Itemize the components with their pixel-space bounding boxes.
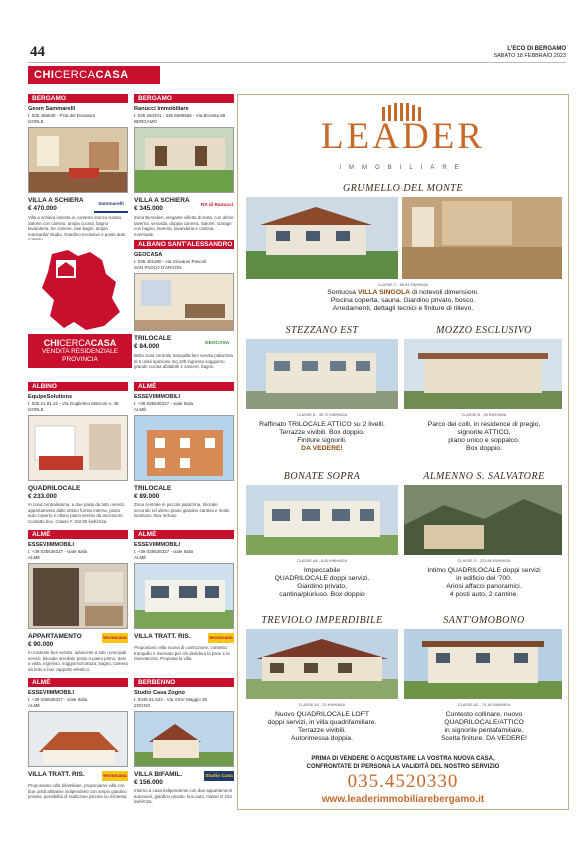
listing-type: VILLA TRATT. RIS. — [134, 633, 191, 640]
promo-brand: CHICERCACASA — [43, 338, 117, 348]
listing-type: APPARTAMENTO — [28, 633, 82, 640]
property-title: BONATE SOPRA — [283, 471, 361, 482]
listing-photo — [134, 711, 234, 767]
property-photo — [404, 485, 562, 555]
listing-description: Proponiamo villa bifamiliare, proponiamo villa con due unità abitative indipendenti con ampio giardino privato, possibilità di realizzare piscina su richiesta. — [28, 783, 128, 800]
main-property-title: GRUMELLO DEL MONTE — [343, 183, 463, 194]
listing-category: ALMÈ — [28, 530, 128, 539]
listing-category: ALBANO SANT'ALESSANDRO — [134, 240, 234, 249]
main-property-class: CLASSE C - 60,81 KWH/M2A — [377, 283, 429, 287]
property-title: STEZZANO EST — [285, 325, 359, 336]
leader-advertisement[interactable] — [237, 94, 569, 810]
leader-subtitle: IMMOBILIARE — [339, 165, 467, 171]
listing-description: Proponiamo villa nuova di costruzione, contesto tranquillo e riservato per chi desidera la pace e la riservatezza. Proposta la villa. — [134, 645, 230, 662]
listing-photo — [134, 563, 234, 629]
property-description: Nuovo QUADRILOCALE LOFT doppi servizi, in villa quadrifamiliare. Terrazze vivibili. Autorimessa doppia. — [267, 711, 377, 742]
property-class: CLASSE A4 - 8,40 KWH/M2A — [296, 559, 347, 563]
agency-logo: tecnocasa — [208, 633, 234, 643]
property-title: TREVIOLO IMPERDIBILE — [261, 615, 383, 626]
property-photo — [246, 339, 398, 409]
listing-card[interactable] — [134, 530, 234, 662]
main-property-photo-right — [402, 197, 562, 279]
property-description: Intimo QUADRILOCALE doppi servizi in edificio del '700. Ariosi affacci panoramici. 4 posti auto, 2 cantine. — [427, 567, 541, 598]
leader-brand: LEADER — [321, 116, 485, 157]
page-number: 44 — [30, 44, 45, 60]
ad-website-link[interactable]: www.leaderimmobiliarebergamo.it — [321, 794, 485, 805]
listing-agency: ESSEVIIMMOBILI — [28, 542, 74, 548]
main-property-description: Sontuosa VILLA SINGOLA di notevoli dimensioni. Piscina coperta, sauna. Giardino privato, bosco. Arredamenti, dettagli tecnici e finiture di rilievo. — [327, 289, 479, 312]
property-photo — [246, 485, 398, 555]
listing-contact: t. 0345.91.623 - Via XXIV Maggio 35 — [134, 697, 207, 702]
listing-contact: t. 035.401280 - via Giovanni Pascoli — [134, 259, 207, 264]
listing-card[interactable] — [28, 530, 128, 672]
listing-price: € 233.000 — [28, 492, 57, 500]
listing-town: ALMÈ — [134, 554, 147, 560]
listing-category: BERBENNO — [134, 678, 234, 687]
listing-description: In zona centralissima, a due passi da tutti i servizi, appartamento dallo ottimo fornito interno, posto auto coperto e ultimo piano servito da ascensore. Contatto box. Classe F 152,80 kwh/m2a. — [28, 502, 126, 524]
ad-phone[interactable]: 035.4520330 — [347, 771, 459, 792]
listing-town: ALMÈ — [28, 702, 41, 708]
main-property-photo-left — [246, 197, 398, 279]
publication-date: SABATO 18 FEBBRAIO 2023 — [493, 53, 566, 59]
promo-box — [28, 240, 132, 368]
section-brand: CHICERCACASA — [28, 66, 160, 84]
listing-price: € 470.000 — [28, 204, 57, 212]
agency-logo: GEOCASA — [204, 340, 230, 346]
property-description: Parco dei colli, in residence di pregio, signorile ATTICO, piano unico e soppalco. Box doppio. — [427, 421, 541, 452]
listing-price: € 156.000 — [134, 778, 163, 786]
listing-category: ALBINO — [28, 382, 128, 391]
agency-logo: Studio Casa — [204, 771, 234, 781]
property-class: CLASSE B - 36 KWH/M2A — [461, 413, 507, 417]
listing-card[interactable] — [28, 94, 128, 243]
listing-town: GORLE — [28, 406, 44, 412]
property-title: MOZZO ESCLUSIVO — [436, 325, 532, 336]
listing-contact: t. +39 035636327 - viale Italia — [28, 549, 88, 554]
listing-description: Zona centrale in piccolo palazzina, trilocale secondo ed ultimo piano giardino cantina e molto luminoso. Box incluso. — [134, 502, 230, 519]
publication-info — [493, 46, 566, 60]
agency-logo: Sammarelli — [94, 197, 128, 213]
listing-agency: Geom Sammarelli — [28, 106, 76, 112]
listing-town: ALMÈ — [134, 406, 147, 412]
listing-category: ALMÈ — [28, 678, 128, 687]
listing-description: Zona Bersalieri, elegante villetta di testa, con dehor taverna, veranda, doppia camera. Salone. Garage con bagno, taverna, lavanderia e cantina, eventuale. — [134, 215, 234, 237]
listing-price: € 90.000 — [28, 640, 54, 648]
ad-footer-tagline: PRIMA DI VENDERE O ACQUISTARE LA VOSTRA NUOVA CASA, CONFRONTATE DI PERSONA LA VALIDITÀ DEL NOSTRO SERVIZIO — [306, 756, 500, 770]
listing-description: Intorno a casa indipendente con due appartamenti autonomi, giardino privato, box auto, classe G 234 kwh/m2a. — [134, 788, 232, 805]
listing-agency: Studio Casa Zogno — [134, 690, 185, 696]
listing-card[interactable] — [134, 382, 234, 519]
listing-price: € 84.000 — [134, 342, 160, 350]
listing-town: GORLE — [28, 118, 44, 124]
listing-photo — [134, 127, 234, 193]
listing-photo — [134, 273, 234, 331]
listing-contact: t. +39 035636327 - viale Italia — [28, 697, 88, 702]
promo-line-2: PROVINCIA — [62, 356, 98, 363]
listing-contact: t. 035.21.91.22 - Via Guglielmo Marconi n. 48 — [28, 401, 119, 406]
property-class: CLASSE A2 - 74,18 KWH/M2A — [457, 703, 511, 707]
listing-card[interactable] — [28, 678, 128, 800]
listing-type: VILLA BIFAMIL. — [134, 771, 183, 778]
listing-card[interactable] — [134, 678, 234, 805]
listing-agency: GEOCASA — [134, 252, 163, 258]
listing-category: ALMÈ — [134, 382, 234, 391]
agency-logo: tecnocasa — [102, 633, 128, 643]
property-description: Impeccabile QUADRILOCALE doppi servizi. Giardino privato, cantina/pluriuso. Box doppio — [274, 567, 370, 598]
property-description: Raffinato TRILOCALE ATTICO su 2 livelli. Terrazze vivibili. Box doppio. Finiture signorili. DA VEDERE! — [259, 421, 385, 452]
agency-logo: tecnocasa — [102, 771, 128, 781]
listing-contact: t. 035 260401 - 335 6088565 - Via Broseta 59 — [134, 113, 226, 118]
listing-contact: t. 035.455530 - P.tta del Donatore — [28, 113, 96, 118]
listing-price: € 89.000 — [134, 492, 160, 500]
listing-photo — [28, 711, 128, 767]
listing-description: In contesto ben servito, adiacente a tutti i principali servizi, bilocale arredato posto a piano primo, travi a vista, ingresso, soggiorno/cottura, bagno, camera da letto e box cappotto elettrico. — [28, 650, 128, 672]
listing-contact: t. +39 035636327 - viale Italia — [134, 549, 194, 554]
property-class: CLASSE B - 35,72 KWH/M2A — [296, 413, 348, 417]
listing-agency: ESSEVIIMMOBILI — [134, 542, 180, 548]
header-rule — [28, 62, 566, 63]
property-class: CLASSE G - 223,88 KWH/M2A — [457, 559, 511, 563]
province-map-icon — [34, 246, 126, 334]
listing-description: Villa a schiera inserita in contesto storico isolato. Salone con camino, ampia cucina, bagno lavanderia, tre camere, due bagni, ampia mansarda/ studio. Giardino esclusivo e posto auto — [28, 215, 126, 237]
property-title: SANT'OMOBONO — [443, 615, 525, 626]
listing-photo — [28, 563, 128, 629]
listing-town: SAN PAOLO D'ARGON — [134, 264, 182, 270]
listing-category: BERGAMO — [28, 94, 128, 103]
listing-photo — [134, 415, 234, 481]
listing-type: VILLA A SCHIERA — [134, 197, 190, 204]
property-photo — [246, 629, 398, 699]
listing-type: TRILOCALE — [134, 335, 172, 342]
listing-agency: EquipeSolutions — [28, 394, 73, 400]
listing-type: TRILOCALE — [134, 485, 172, 492]
listing-agency: ESSEVIIMMOBILI — [134, 394, 180, 400]
listing-contact: t. +39 035636327 - viale Italia — [134, 401, 194, 406]
listing-agency: ESSEVIIMMOBILI — [28, 690, 74, 696]
property-photo — [404, 629, 562, 699]
listing-town: ZOGNO — [134, 702, 151, 708]
listing-type: QUADRILOCALE — [28, 485, 81, 492]
listing-card[interactable] — [134, 240, 234, 370]
listing-type: VILLA A SCHIERA — [28, 197, 84, 204]
listing-description: Bella zona centrale tranquilla ben servita palazzina di 5 unità spazioso mq 105 ingresso soggiorno grande cucina abitabile 2 camere, bagno. — [134, 353, 233, 370]
listing-town: BERGAMO — [134, 118, 158, 124]
agency-logo: RS di Ranucci — [200, 202, 234, 208]
listing-town: ALMÈ — [28, 554, 41, 560]
listing-agency: Ranucci Immobiliare — [134, 106, 189, 112]
publication-name: L'ECO DI BERGAMO — [507, 46, 566, 52]
listing-card[interactable] — [28, 382, 128, 524]
property-class: CLASSE A4 - 20 KWH/M2A — [298, 703, 346, 707]
listing-category: ALMÈ — [134, 530, 234, 539]
listing-photo — [28, 415, 128, 481]
listing-photo — [28, 127, 128, 193]
property-title: ALMENNO S. SALVATORE — [423, 471, 545, 482]
listing-price: € 345.000 — [134, 204, 163, 212]
listing-category: BERGAMO — [134, 94, 234, 103]
promo-line-1: VENDITA RESIDENZIALE — [41, 348, 119, 355]
listing-card[interactable] — [134, 94, 234, 237]
property-photo — [404, 339, 562, 409]
listing-type: VILLA TRATT. RIS. — [28, 771, 85, 778]
property-description: Contesto collinare, nuovo QUADRILOCALE/ATTICO in signorile pentafamiliare. Scelta finiture. DA VEDERE! — [441, 711, 527, 742]
